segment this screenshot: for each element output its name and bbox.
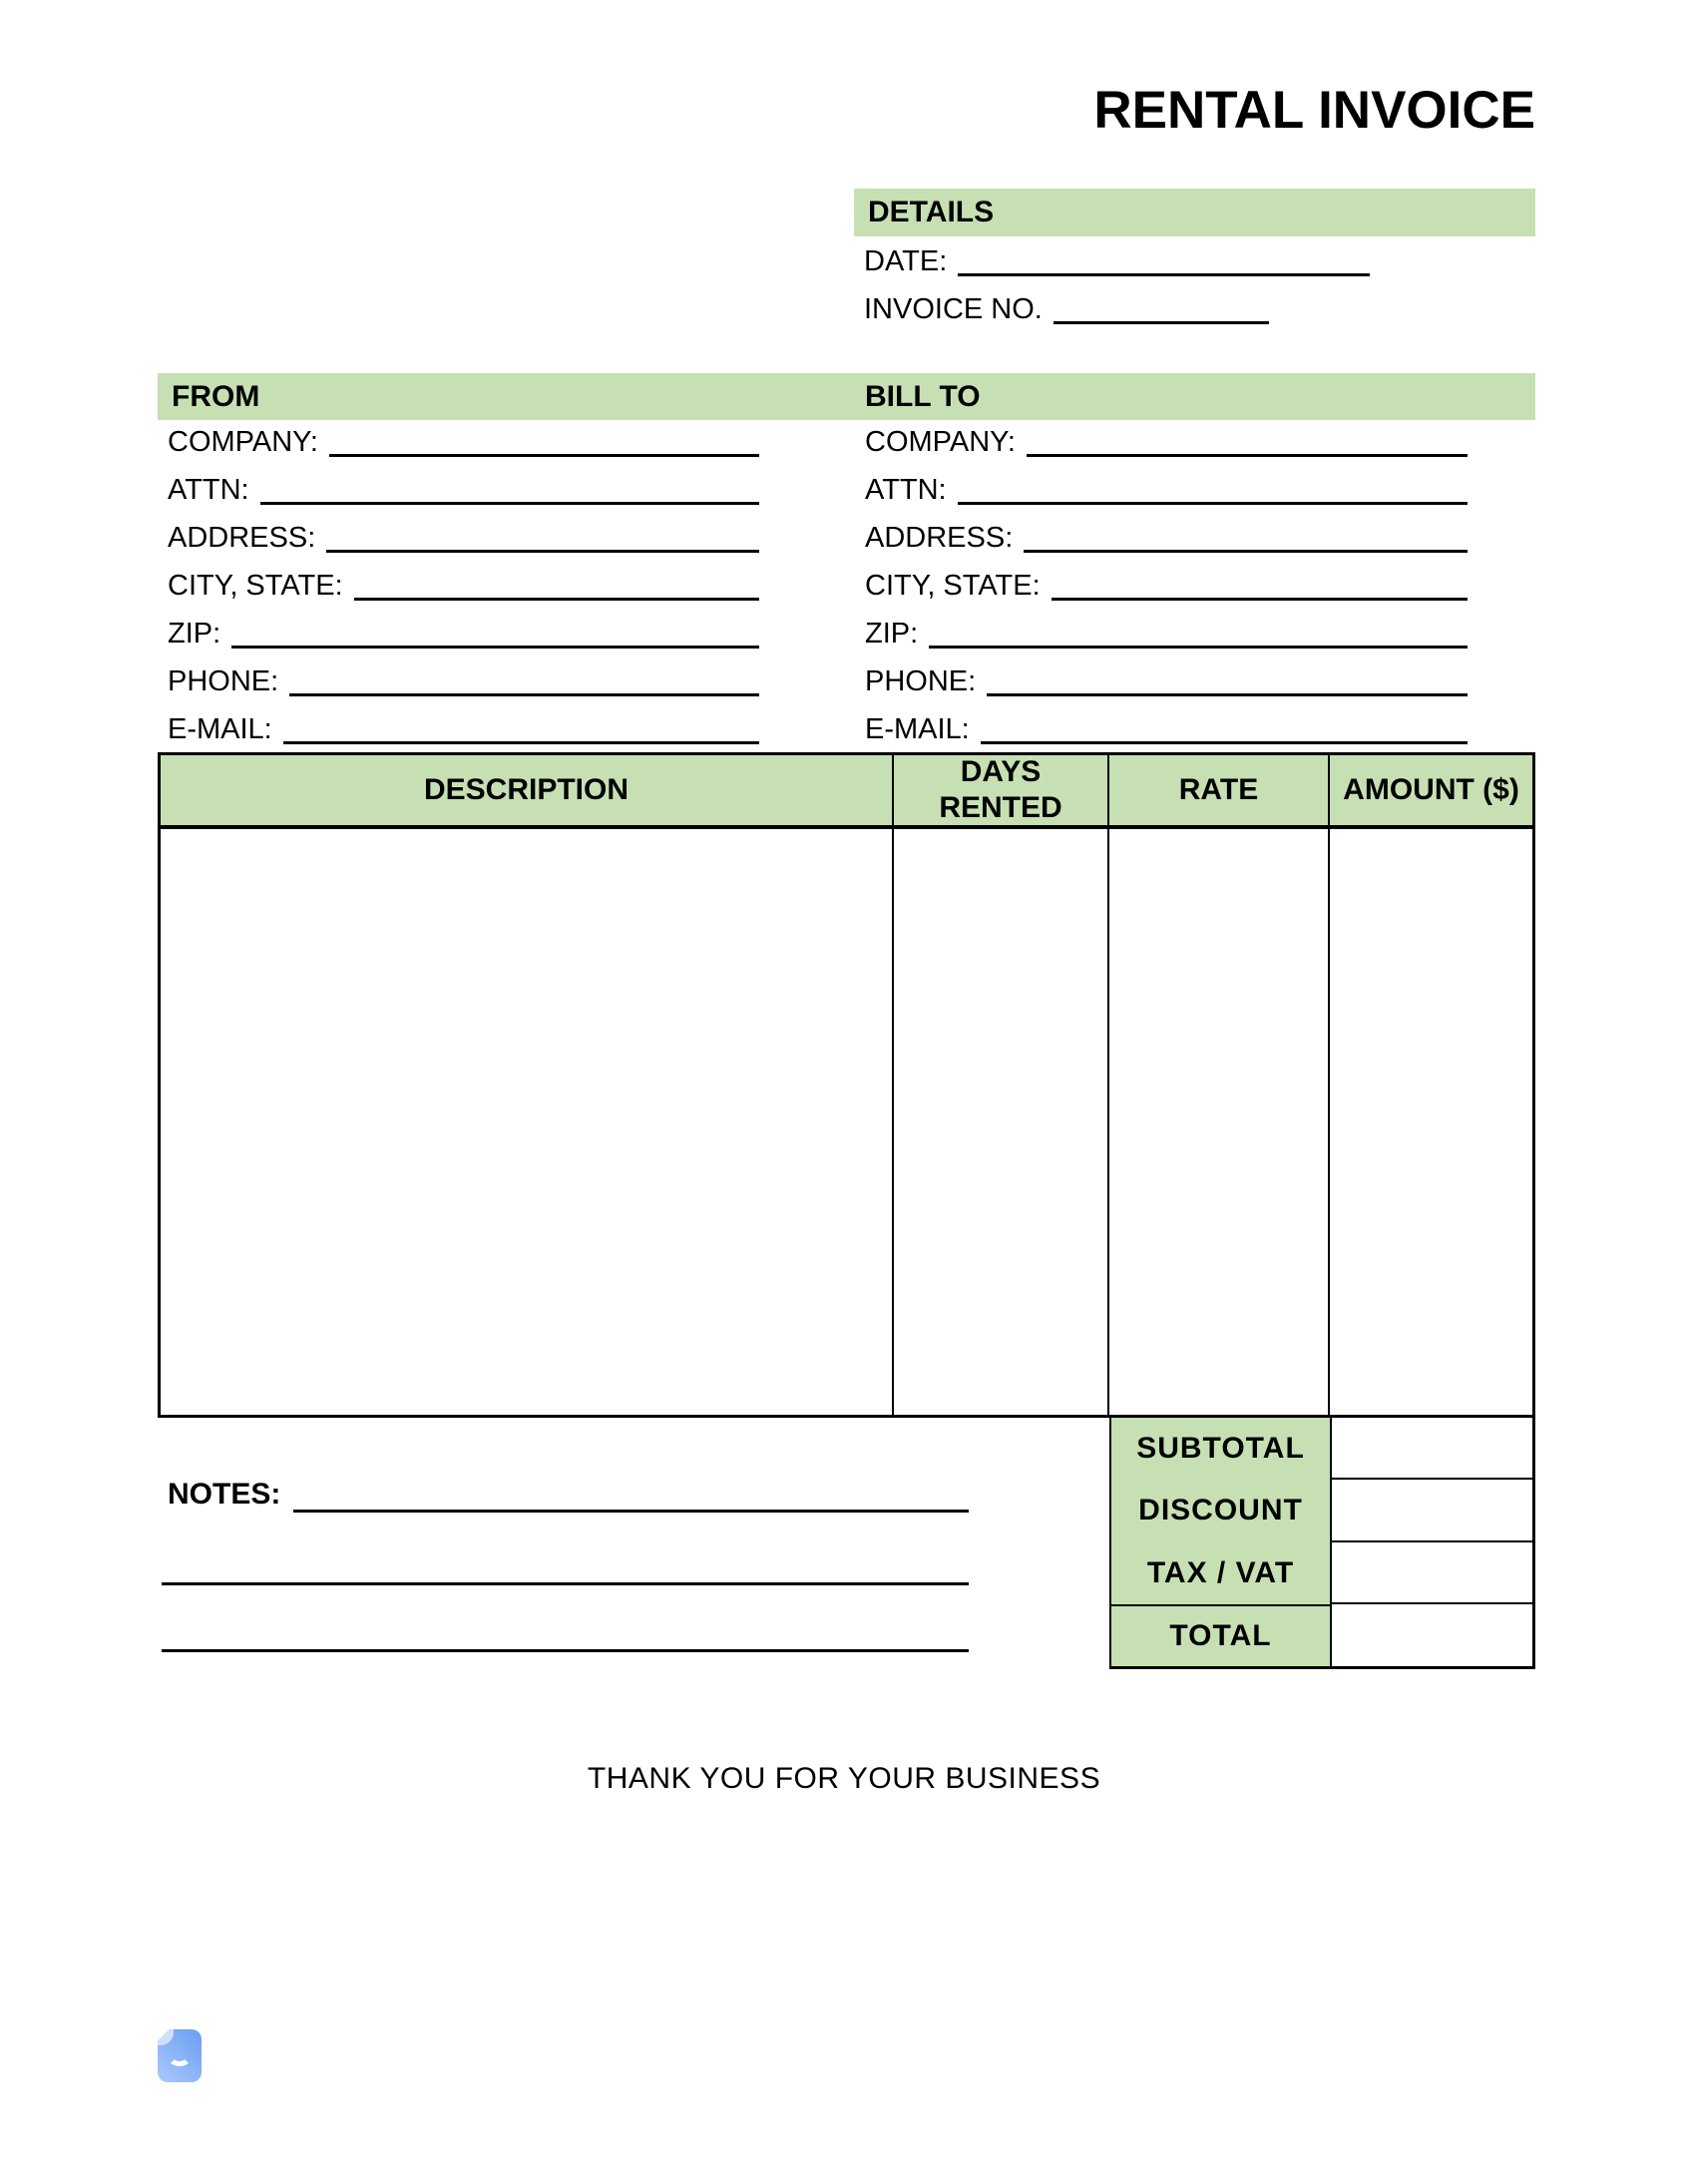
tax-vat-value-cell (1332, 1542, 1532, 1604)
bill-to-attn-row (865, 466, 1468, 514)
from-company-row (168, 418, 759, 466)
from-city-state-fill-line (354, 598, 759, 601)
notes-fill-line-2 (162, 1582, 969, 1585)
discount-label: DISCOUNT (1138, 1494, 1303, 1528)
bill-to-company-fill-line (1027, 454, 1468, 457)
page-title: RENTAL INVOICE (1093, 81, 1535, 140)
column-header-rate: RATE (1109, 755, 1330, 829)
notes-fill-line-3 (162, 1649, 969, 1652)
column-header-amount: AMOUNT ($) (1330, 755, 1532, 829)
bill-to-company-label: COMPANY: (865, 426, 1016, 458)
from-zip-fill-line (231, 646, 759, 649)
invoice-no-label: INVOICE NO. (864, 293, 1043, 325)
bill-to-phone-row (865, 657, 1468, 705)
from-city-state-label: CITY, STATE: (168, 570, 343, 602)
totals-block (1109, 1418, 1535, 1669)
items-table (158, 752, 1535, 1418)
from-attn-label: ATTN: (168, 474, 249, 506)
bill-to-email-row (865, 705, 1468, 753)
bill-to-zip-label: ZIP: (865, 618, 919, 650)
totals-label-column (1111, 1418, 1332, 1666)
column-header-days-rented: DAYS RENTED (894, 755, 1109, 829)
bill-to-city-state-fill-line (1052, 598, 1468, 601)
bill-to-company-row (865, 418, 1468, 466)
from-address-fill-line (326, 550, 759, 553)
thank-you-message: THANK YOU FOR YOUR BUSINESS (587, 1762, 1101, 1795)
amount-column-body (1330, 829, 1532, 1415)
subtotal-label: SUBTOTAL (1136, 1432, 1305, 1466)
notes-row (168, 1475, 969, 1515)
notes-fill-line-1 (293, 1510, 969, 1513)
from-address-label: ADDRESS: (168, 522, 316, 554)
bill-to-city-state-label: CITY, STATE: (865, 570, 1041, 602)
from-email-label: E-MAIL: (168, 713, 272, 745)
date-field-row (864, 237, 1370, 285)
bill-to-city-state-row (865, 562, 1468, 610)
bill-to-heading: BILL TO (865, 380, 981, 413)
tax-vat-label: TAX / VAT (1146, 1555, 1295, 1589)
bill-to-email-fill-line (981, 741, 1468, 744)
bill-to-address-fill-line (1024, 550, 1468, 553)
from-email-row (168, 705, 759, 753)
details-heading: DETAILS (868, 196, 995, 228)
from-company-fill-line (329, 454, 759, 457)
details-fields (864, 237, 1370, 333)
from-fields (168, 418, 759, 753)
bill-to-email-label: E-MAIL: (865, 713, 970, 745)
parties-section-header (158, 373, 1535, 420)
from-phone-row (168, 657, 759, 705)
column-header-description: DESCRIPTION (161, 755, 894, 829)
from-attn-row (168, 466, 759, 514)
from-heading: FROM (172, 380, 260, 413)
invoice-no-field-row (864, 285, 1269, 333)
from-city-state-row (168, 562, 759, 610)
discount-value-cell (1332, 1480, 1532, 1541)
from-email-fill-line (283, 741, 759, 744)
notes-label: NOTES: (168, 1478, 281, 1511)
smiling-document-logo-icon (158, 2029, 202, 2082)
subtotal-value-cell (1332, 1418, 1532, 1480)
bill-to-address-label: ADDRESS: (865, 522, 1014, 554)
date-fill-line (958, 273, 1370, 276)
rate-column-body (1109, 829, 1330, 1415)
bill-to-zip-fill-line (929, 646, 1468, 649)
bill-to-zip-row (865, 610, 1468, 657)
bill-to-fields (865, 418, 1468, 753)
from-attn-fill-line (260, 502, 759, 505)
days-rented-column-body (894, 829, 1109, 1415)
from-phone-label: PHONE: (168, 665, 279, 697)
total-value-cell (1332, 1604, 1532, 1666)
bill-to-address-row (865, 514, 1468, 562)
details-section-header (854, 189, 1535, 236)
from-phone-fill-line (289, 693, 759, 696)
bill-to-phone-label: PHONE: (865, 665, 977, 697)
date-label: DATE: (864, 245, 948, 277)
totals-value-column (1332, 1418, 1532, 1666)
bill-to-phone-fill-line (987, 693, 1468, 696)
invoice-no-fill-line (1054, 321, 1269, 324)
from-company-label: COMPANY: (168, 426, 318, 458)
from-zip-label: ZIP: (168, 618, 221, 650)
from-zip-row (168, 610, 759, 657)
description-column-body (161, 829, 894, 1415)
bill-to-attn-label: ATTN: (865, 474, 947, 506)
logo-smile-icon (168, 2046, 192, 2066)
from-address-row (168, 514, 759, 562)
total-label: TOTAL (1111, 1604, 1330, 1666)
bill-to-attn-fill-line (958, 502, 1468, 505)
